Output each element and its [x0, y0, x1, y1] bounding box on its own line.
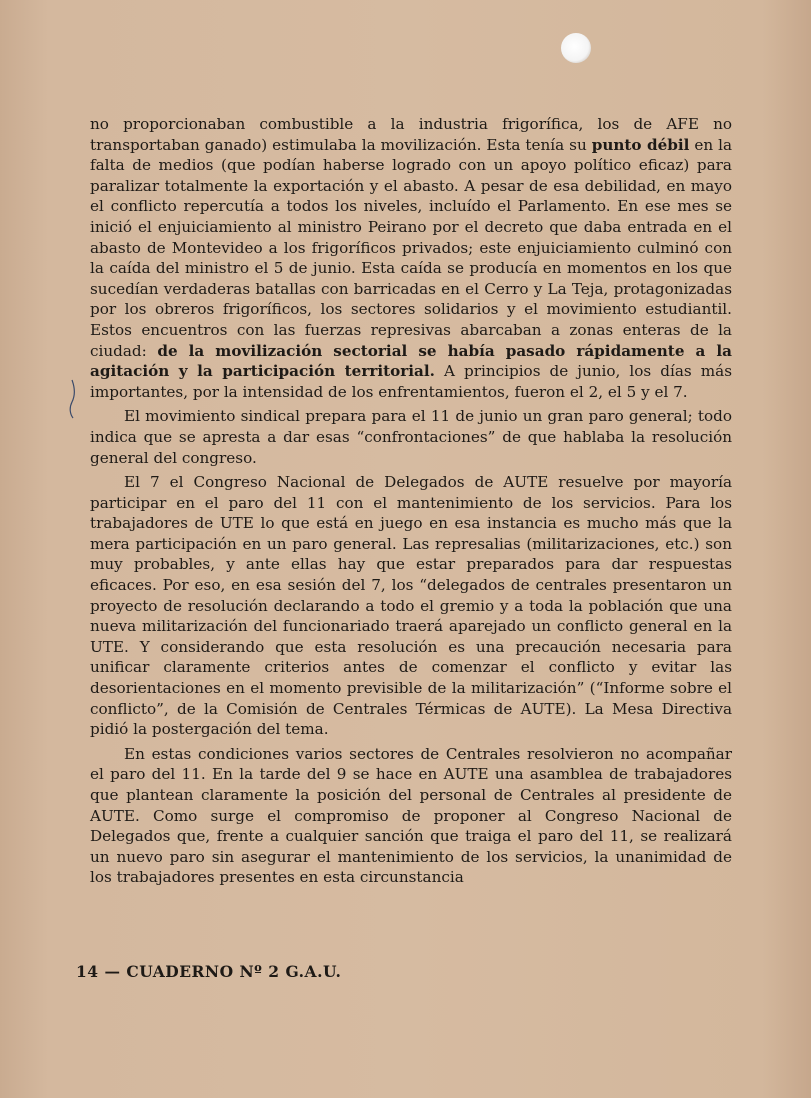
punch-hole: [561, 33, 591, 63]
paragraph-1: [90, 114, 732, 402]
body-text: [90, 114, 732, 888]
bold-text: de la movilización sectorial se había pasado rápidamente a la agitación y la participación territorial.: [90, 341, 732, 381]
text-run: El movimiento sindical prepara para el 11 de junio un gran paro general; todo indica que se apresta a dar esas “confrontaciones” de que hablaba la resolución general del congreso.: [90, 407, 732, 467]
page-footer: 14 — CUADERNO Nº 2 G.A.U.: [76, 962, 342, 981]
margin-pencil-mark: [66, 378, 78, 420]
paragraph-3: [90, 472, 732, 740]
paragraph-4: [90, 744, 732, 888]
text-run: en la falta de medios (que podían haberse logrado con un apoyo político eficaz) para paralizar totalmente la exportación y el abasto. A pesar de esa debilidad, en mayo el conflicto repercutía a todos los niveles, incluído el Parlamento. En ese mes se inició el enjuiciamiento al ministro Peirano por el decreto que daba entrada en el abasto de Montevideo a los frigoríficos privados; este enjuiciamiento culminó con la caída del ministro el 5 de junio. Esta caída se producía en momentos en los que sucedían verdaderas batallas con barricadas en el Cerro y La Teja, protagonizadas por los obreros frigoríficos, los sectores solidarios y el movimiento estudiantil. Estos encuentros con las fuerzas represivas abarcaban a zonas enteras de la ciudad:: [90, 135, 733, 360]
text-run: El 7 el Congreso Nacional de Delegados de AUTE resuelve por mayoría participar en el paro del 11 con el mantenimiento de los servicios. Para los trabajadores de UTE lo que está en juego en esa instancia es mucho más que la mera participación en un paro general. Las represalias (militarizaciones, etc.) son muy probables, y ante ellas hay que estar preparados para dar respuestas eficaces. Por eso, en esa sesión del 7, los “delegados de centrales presentaron un proyecto de resolución declarando a todo el gremio y a toda la población que una nueva militarización del funcionariado traerá aparejado un conflicto general en la UTE. Y considerando que esta resolución es una precaución necesaria para unificar claramente criterios antes de comenzar el conflicto y evitar las desorientaciones en el momento previsible de la militarización” (“Informe sobre el conflicto”, de la Comisión de Centrales Térmicas de AUTE). La Mesa Directiva pidió la postergación del tema.: [90, 473, 732, 739]
paragraph-2: [90, 406, 732, 468]
text-run: no proporcionaban combustible a la industria frigorífica, los de AFE no transportaban ganado) estimulaba la movilización. Esta tenía su: [90, 115, 732, 154]
bold-text: punto débil: [591, 135, 690, 154]
text-run: A principios de junio, los días más importantes, por la intensidad de los enfrentamientos, fueron el 2, el 5 y el 7.: [90, 362, 732, 401]
text-run: En estas condiciones varios sectores de Centrales resolvieron no acompañar el paro del 11. En la tarde del 9 se hace en AUTE una asamblea de trabajadores que plantean claramente la posición del personal de Centrales al presidente de AUTE. Como surge el compromiso de proponer al Congreso Nacional de Delegados que, frente a cualquier sanción que traiga el paro del 11, se realizará un nuevo paro sin asegurar el mantenimiento de los servicios, la unanimidad de los trabajadores presentes en esta circunstancia: [90, 744, 732, 887]
